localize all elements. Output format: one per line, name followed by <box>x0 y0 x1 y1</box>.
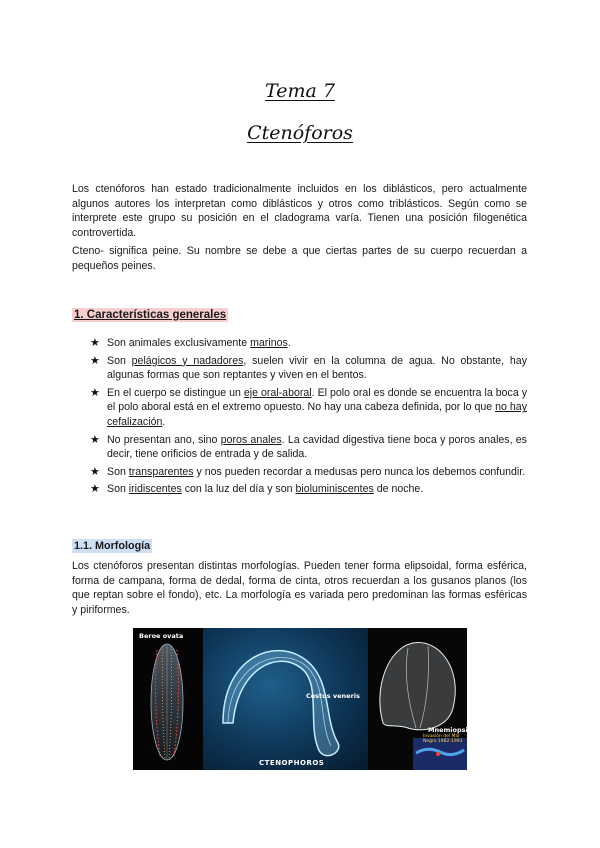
item-text: , suelen vivir en la columna de agua. No obstante, hay algunas formas que son reptantes y viven en el bentos. <box>107 354 527 382</box>
item-text: Son <box>107 354 132 367</box>
list-item <box>90 433 527 462</box>
mnemiopsis-map-label: Invasión del Mar Negro 1982-1993 <box>423 734 463 744</box>
ctenophore-figure <box>133 628 472 770</box>
section-heading-caracteristicas: 1. Características generales <box>74 309 227 321</box>
section-heading-morfologia: 1.1. Morfología <box>74 540 151 552</box>
item-text: . El polo oral es donde se encuentra la boca y el polo aboral está en el extremo opuesto. No hay una cabeza definida, por lo que <box>107 386 527 414</box>
item-underlined: bioluminiscentes <box>295 483 374 496</box>
mnemiopsis-photo <box>368 628 472 770</box>
item-text: de noche. <box>373 483 424 496</box>
item-underlined: pelágicos y nadadores <box>131 354 244 367</box>
item-text: Son <box>107 465 129 478</box>
star-bullet-icon: ★ <box>90 354 100 367</box>
beroe-photo <box>133 628 203 770</box>
star-bullet-icon: ★ <box>90 433 100 446</box>
intro-paragraph-2: Cteno- significa peine. Su nombre se debe a que ciertas partes de su cuerpo recuerdan a pequeños peines. <box>72 245 527 272</box>
item-text: y nos pueden recordar a medusas pero nunca los debemos confundir. <box>193 465 526 478</box>
item-underlined: poros anales <box>220 433 282 446</box>
item-underlined: marinos <box>250 337 288 349</box>
item-underlined: iridiscentes <box>128 483 182 496</box>
list-item <box>90 354 527 383</box>
item-underlined: transparentes <box>128 465 194 478</box>
item-text: . La cavidad digestiva tiene boca y poros anales, es decir, tiene orificios de entrada y de salida. <box>107 433 527 461</box>
beroe-label: Beroe ovata <box>139 632 184 640</box>
item-text: Son animales exclusivamente <box>107 337 251 349</box>
subtitle-wrap <box>0 122 600 144</box>
list-item <box>90 465 527 480</box>
page-subtitle: Ctenóforos <box>247 122 353 144</box>
intro-paragraph-1: Los ctenóforos han estado tradicionalmente incluidos en los diblásticos, pero actualmente algunos autores los interpretan como diblásticos y otros como triblásticos. Según como se interprete este grupo su posición en el cladograma varía. Tienen una posición filogenética controvertida. <box>72 183 527 239</box>
star-bullet-icon: ★ <box>90 337 100 349</box>
beroe-illustration <box>133 628 203 770</box>
list-item <box>90 336 527 351</box>
star-bullet-icon: ★ <box>90 483 100 496</box>
item-underlined: no hay cefalización <box>107 401 527 428</box>
cestus-photo <box>203 628 368 770</box>
list-item <box>90 482 527 497</box>
cestus-label: Cestus veneris <box>306 692 360 700</box>
ctenophoros-label: CTENOPHOROS <box>259 759 325 767</box>
mnemiopsis-illustration <box>368 628 467 770</box>
item-text: con la luz del día y son <box>181 483 296 496</box>
item-text: No presentan ano, sino <box>107 433 221 446</box>
title-wrap <box>0 80 600 102</box>
characteristics-list <box>90 336 527 500</box>
star-bullet-icon: ★ <box>90 465 100 478</box>
item-text: . <box>162 415 166 428</box>
mnemiopsis-label: Mnemiopsis <box>428 726 472 734</box>
morphology-paragraph: Los ctenóforos presentan distintas morfologías. Pueden tener forma elipsoidal, forma esférica, forma de campana, forma de dedal, forma de cinta, otros recuerdan a los gusanos planos (los que reptan sobre el fondo), etc. La morfología es variada pero predominan las formas esféricas y piriformes. <box>72 560 527 616</box>
item-text: En el cuerpo se distingue un <box>107 386 244 399</box>
list-item <box>90 386 527 430</box>
item-text: . <box>287 337 291 349</box>
star-bullet-icon: ★ <box>90 386 100 399</box>
item-underlined: eje oral-aboral <box>243 386 312 399</box>
item-text: Son <box>107 483 129 496</box>
page-title: Tema 7 <box>265 80 335 102</box>
